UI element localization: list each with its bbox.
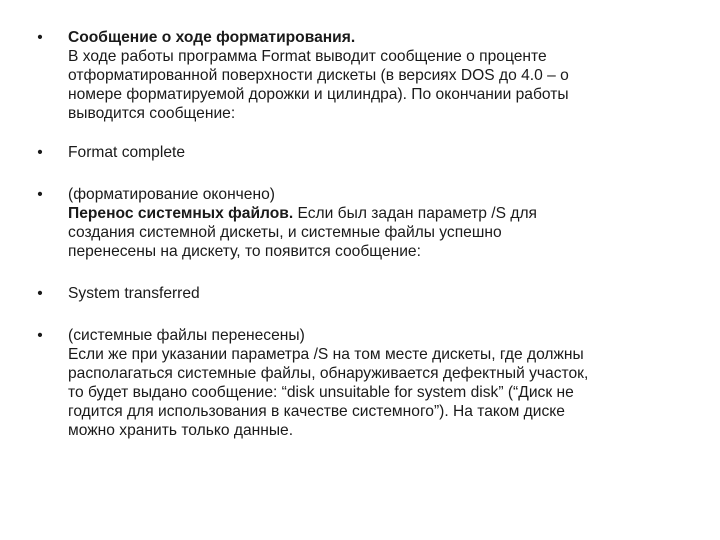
- text-line: В ходе работы программа Format выводит сообщение о проценте: [68, 48, 547, 65]
- bullet-dot: •: [37, 285, 43, 302]
- text-line: [68, 28, 690, 47]
- text-line: Перенос системных файлов. Если был задан параметр /S для: [68, 205, 537, 222]
- bullet-dot: •: [37, 186, 43, 203]
- bullet-dot: •: [37, 29, 43, 46]
- bullet-item-disk-unsuitable: [30, 326, 690, 440]
- text-line: перенесены на дискету, то появится сообщение:: [68, 243, 421, 260]
- text-line: то будет выдано сообщение: “disk unsuitable for system disk” (“Диск не: [68, 384, 574, 401]
- text-line: годится для использования в качестве системного”). На таком диске: [68, 403, 565, 420]
- text-line: располагаться системные файлы, обнаруживается дефектный участок,: [68, 365, 589, 382]
- bullet-dot: •: [37, 144, 43, 161]
- text-line: (форматирование окончено): [68, 186, 275, 203]
- bullet-dot: •: [37, 327, 43, 344]
- bold-heading: Перенос системных файлов.: [68, 205, 294, 222]
- bullet-item-system-transferred: [30, 284, 690, 303]
- text-line: отформатированной поверхности дискеты (в версиях DOS до 4.0 – о: [68, 67, 569, 84]
- text-line: создания системной дискеты, и системные файлы успешно: [68, 224, 502, 241]
- text-line: выводится сообщение:: [68, 105, 236, 122]
- text-line: (системные файлы перенесены): [68, 327, 305, 344]
- text-line: Format complete: [68, 144, 185, 161]
- text-line: System transferred: [68, 285, 200, 302]
- bold-heading: Сообщение о ходе форматирования.: [68, 29, 356, 46]
- bullet-list: [30, 28, 690, 460]
- bullet-item-system-files-transfer: [30, 185, 690, 261]
- bullet-item-formatting-progress: [30, 28, 690, 123]
- text-line: Если же при указании параметра /S на том месте дискеты, где должны: [68, 346, 584, 363]
- text-line: можно хранить только данные.: [68, 422, 294, 439]
- text-line: номере форматируемой дорожки и цилиндра). По окончании работы: [68, 86, 569, 103]
- bullet-item-format-complete: [30, 143, 690, 162]
